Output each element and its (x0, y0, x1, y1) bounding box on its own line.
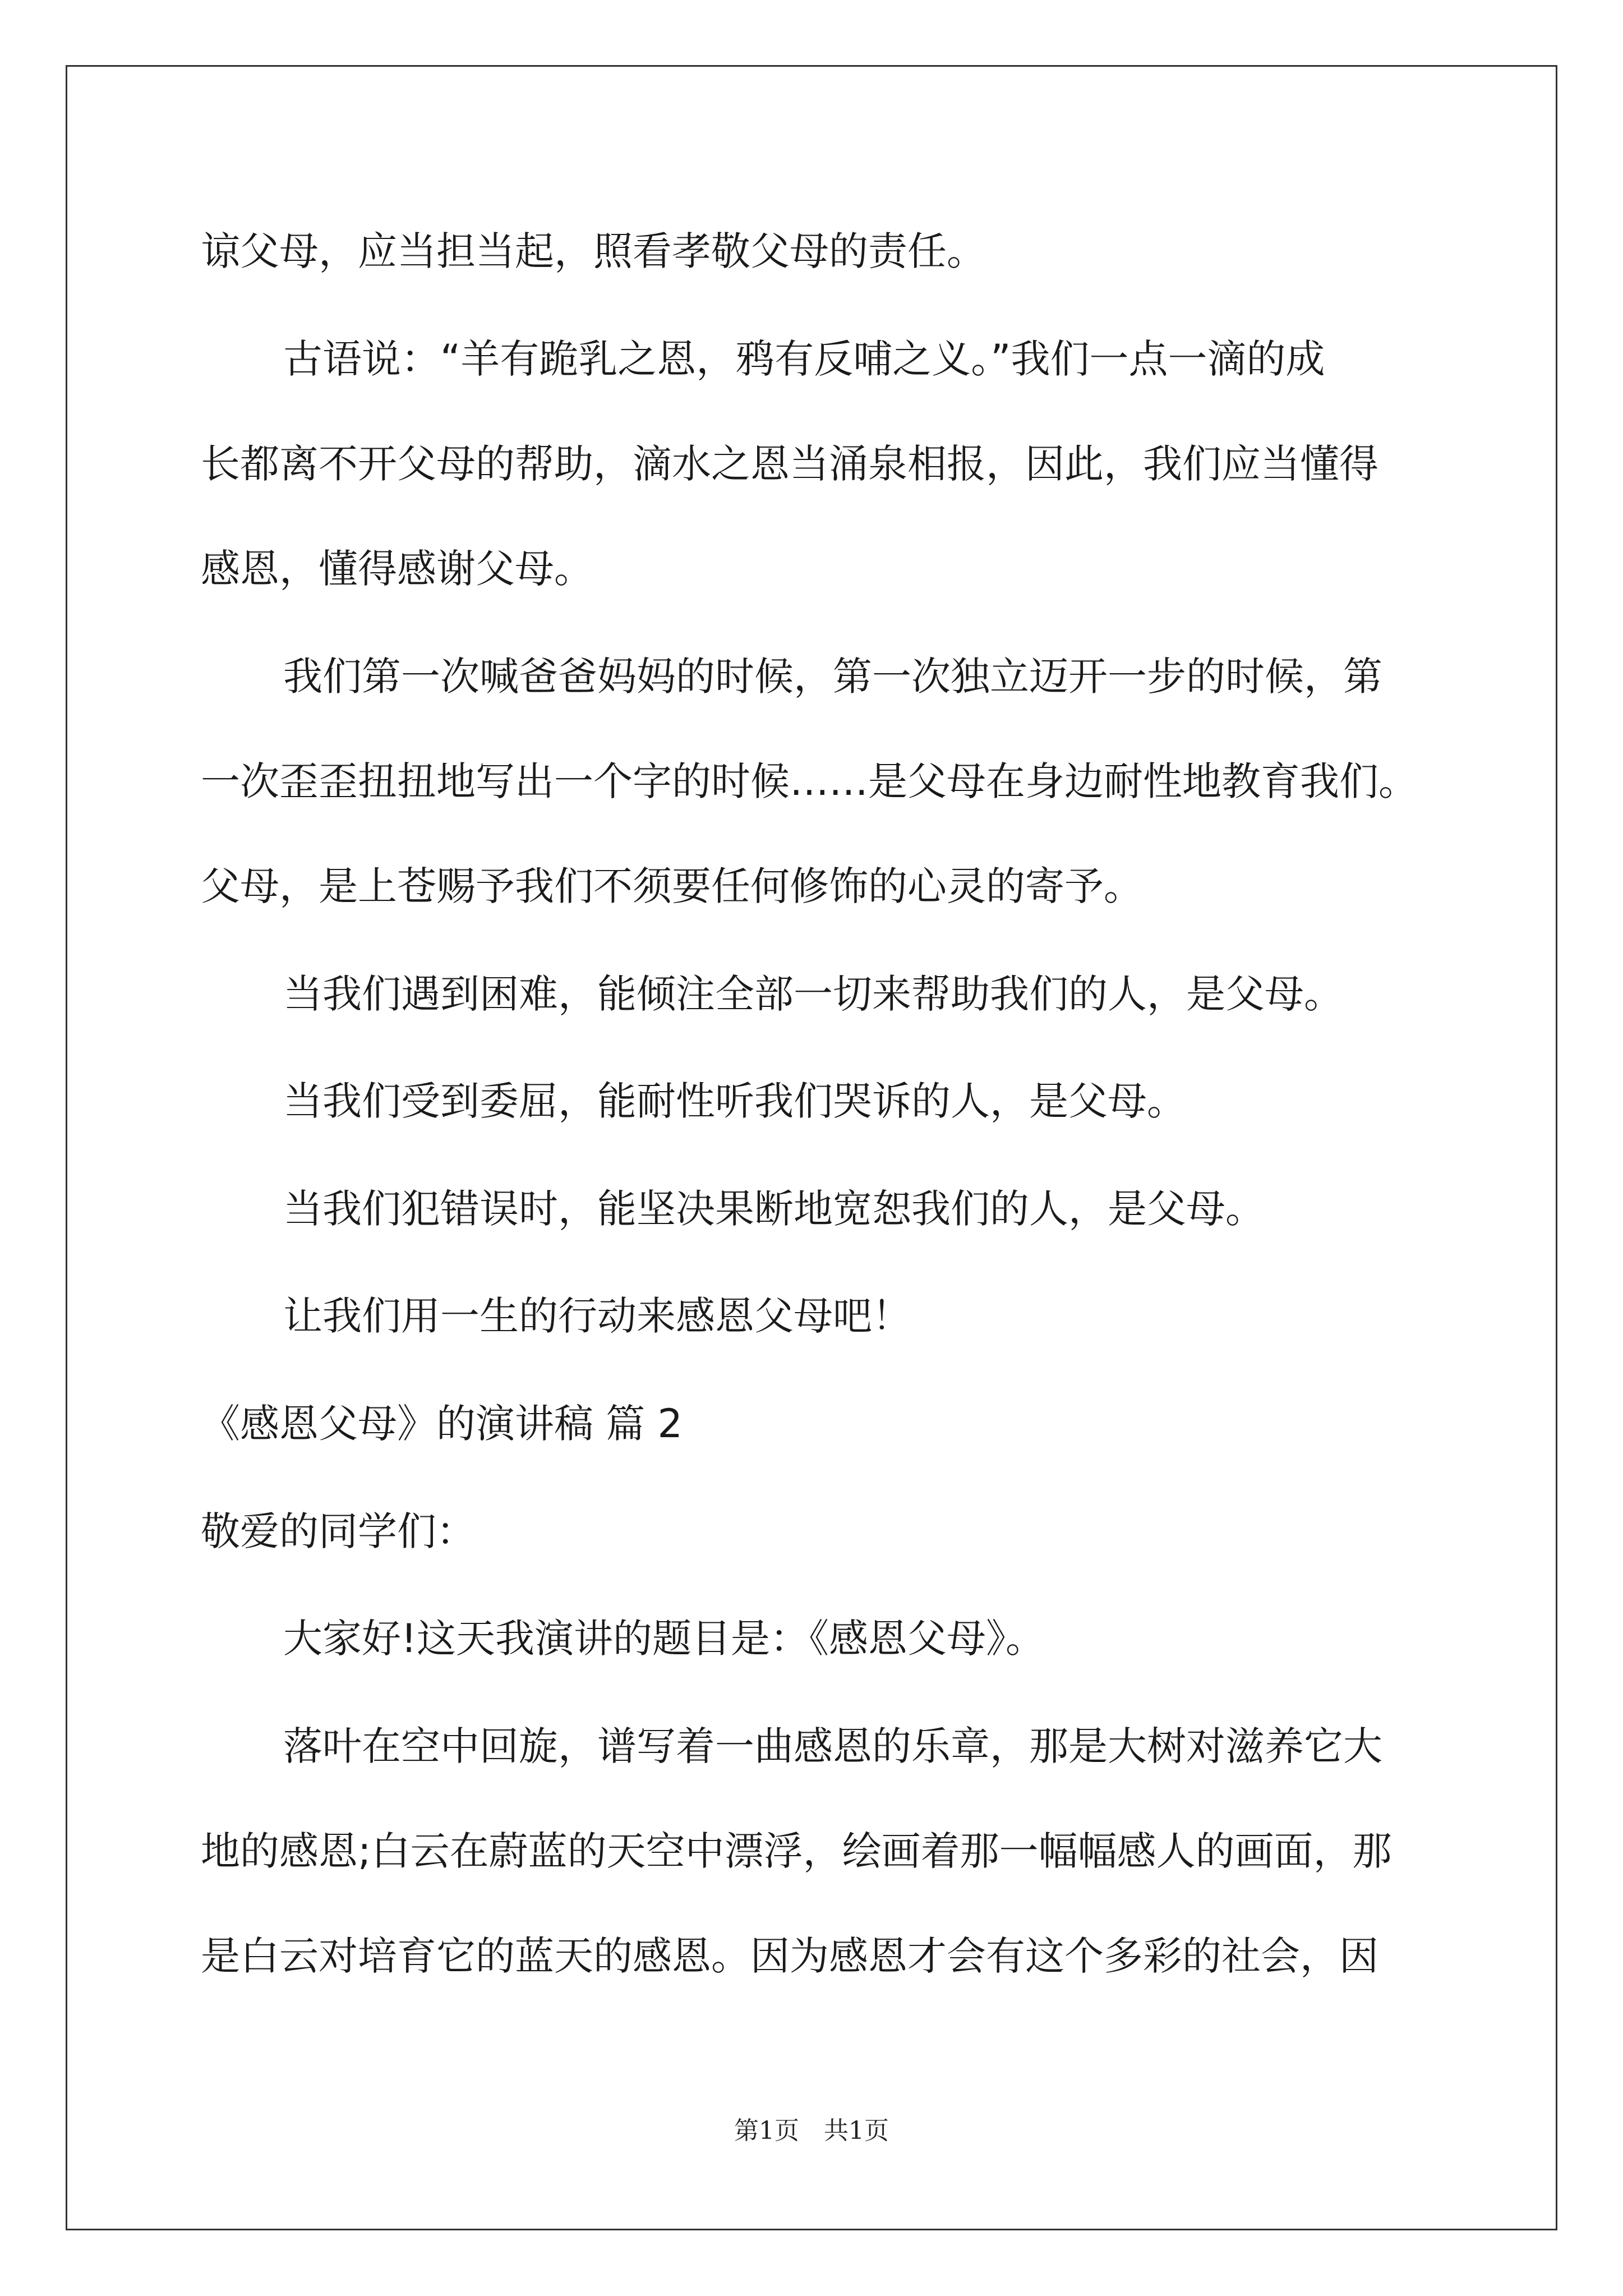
section-heading: 《感恩父母》的演讲稿 篇 2 (201, 1401, 683, 1447)
text-line: 长都离不开父母的帮助，滴水之恩当涌泉相报，因此，我们应当懂得 (201, 441, 1378, 487)
text-line: 是白云对培育它的蓝天的感恩。因为感恩才会有这个多彩的社会，因 (201, 1933, 1378, 1979)
paragraph-line: 当我们受到委屈，能耐性听我们哭诉的人，是父母。 (283, 1078, 1186, 1124)
page-frame (66, 65, 1557, 2230)
paragraph-line: 落叶在空中回旋，谱写着一曲感恩的乐章，那是大树对滋养它大 (283, 1723, 1382, 1769)
paragraph-line: 大家好!这天我演讲的题目是：《感恩父母》。 (283, 1616, 1045, 1662)
paragraph-line: 古语说：“羊有跪乳之恩，鸦有反哺之义。”我们一点一滴的成 (283, 336, 1325, 382)
text-line: 一次歪歪扭扭地写出一个字的时候……是父母在身边耐性地教育我们。 (201, 758, 1418, 804)
text-line: 谅父母，应当担当起，照看孝敬父母的责任。 (201, 228, 986, 274)
page-footer: 第1页 共1页 (734, 2116, 889, 2145)
text-line: 地的感恩;白云在蔚蓝的天空中漂浮，绘画着那一幅幅感人的画面，那 (201, 1828, 1392, 1874)
text-line: 感恩，懂得感谢父母。 (201, 546, 593, 592)
paragraph-line: 我们第一次喊爸爸妈妈的时候，第一次独立迈开一步的时候，第 (283, 654, 1382, 700)
text-line: 父母，是上苍赐予我们不须要任何修饰的心灵的寄予。 (201, 863, 1143, 909)
paragraph-line: 让我们用一生的行动来感恩父母吧！ (283, 1293, 911, 1339)
salutation: 敬爱的同学们： (201, 1508, 476, 1554)
paragraph-line: 当我们犯错误时，能坚决果断地宽恕我们的人，是父母。 (283, 1186, 1265, 1232)
paragraph-line: 当我们遇到困难，能倾注全部一切来帮助我们的人，是父母。 (283, 971, 1343, 1017)
